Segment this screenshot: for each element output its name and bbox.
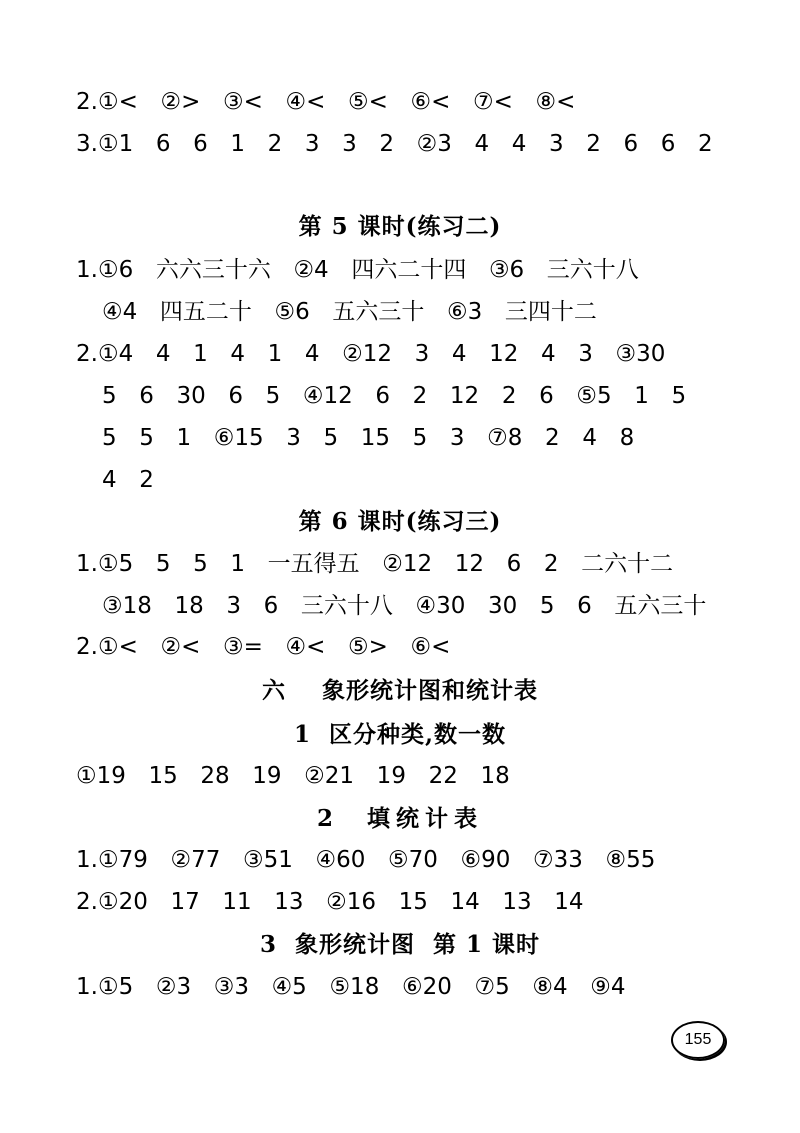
answer-line: ③18 18 3 6 三六十八 ④30 30 5 6 五六三十 <box>102 593 707 619</box>
answer-line: 1.①6 六六三十六 ②4 四六二十四 ③6 三六十八 <box>76 257 639 283</box>
answer-line: 3.①1 6 6 1 2 3 3 2 ②3 4 4 3 2 6 6 2 <box>76 131 713 157</box>
answer-line: ①19 15 28 19 ②21 19 22 18 <box>76 763 510 789</box>
answer-line: 2.①< ②> ③< ④< ⑤< ⑥< ⑦< ⑧< <box>76 89 576 115</box>
answer-line: 1.①79 ②77 ③51 ④60 ⑤70 ⑥90 ⑦33 ⑧55 <box>76 847 656 873</box>
answer-line: 2.①20 17 11 13 ②16 15 14 13 14 <box>76 889 584 915</box>
answer-line: 2.①< ②< ③= ④< ⑤> ⑥< <box>76 634 451 660</box>
page-number-badge: 155 <box>671 1021 725 1059</box>
answer-line: 4 2 <box>102 467 154 493</box>
answer-line: ④4 四五二十 ⑤6 五六三十 ⑥3 三四十二 <box>102 299 597 325</box>
answer-line: 1.①5 5 5 1 一五得五 ②12 12 6 2 二六十二 <box>76 551 674 577</box>
lesson-heading: 第 6 课时(练习三) <box>298 508 502 535</box>
section-heading: 2 填统计表 <box>316 805 484 832</box>
answer-line: 1.①5 ②3 ③3 ④5 ⑤18 ⑥20 ⑦5 ⑧4 ⑨4 <box>76 974 626 1000</box>
answer-line: 2.①4 4 1 4 1 4 ②12 3 4 12 4 3 ③30 <box>76 341 666 367</box>
lesson-heading: 第 5 课时(练习二) <box>298 213 502 240</box>
section-heading: 3 象形统计图 第 1 课时 <box>259 931 541 958</box>
answer-line: 5 6 30 6 5 ④12 6 2 12 2 6 ⑤5 1 5 <box>102 383 687 409</box>
unit-heading: 六 象形统计图和统计表 <box>261 677 539 704</box>
answer-line: 5 5 1 ⑥15 3 5 15 5 3 ⑦8 2 4 8 <box>102 425 635 451</box>
section-heading: 1 区分种类,数一数 <box>293 721 507 748</box>
